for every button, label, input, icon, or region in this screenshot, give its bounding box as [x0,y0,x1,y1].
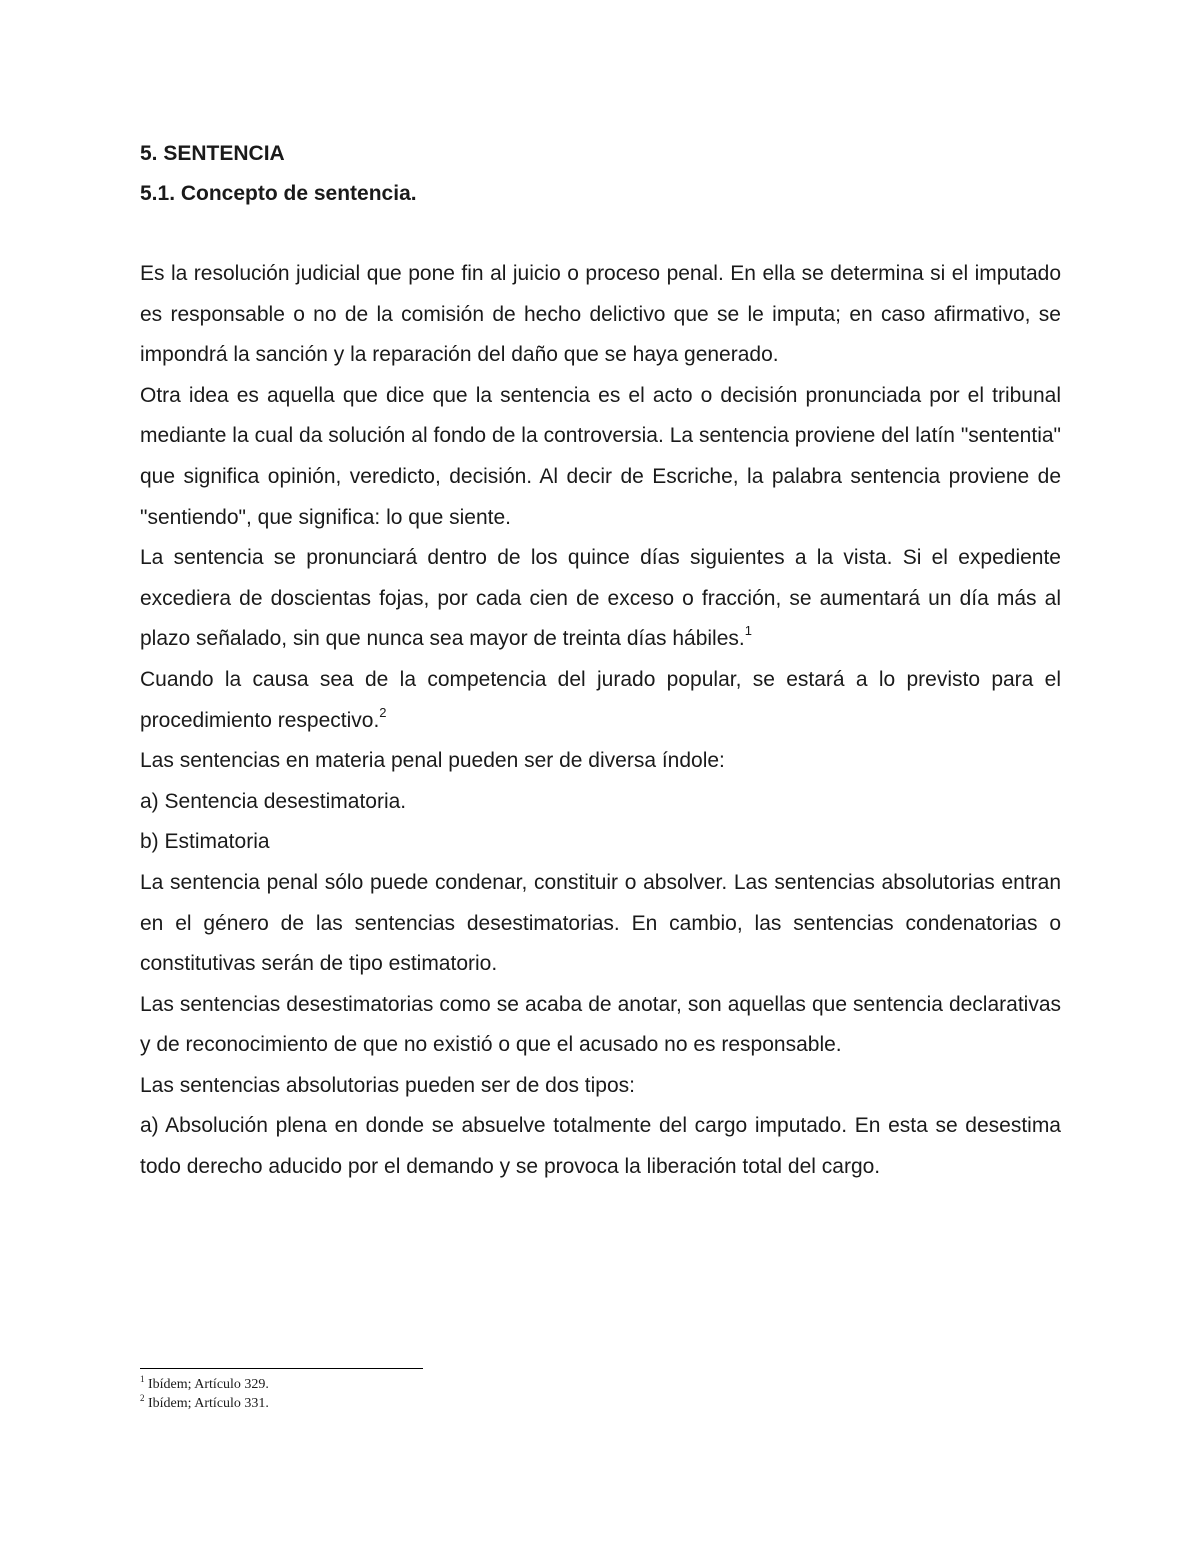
paragraph: Otra idea es aquella que dice que la sentencia es el acto o decisión pronunciada por el tribunal mediante la cual da solución al fondo de la controversia. La sentencia proviene del latín "sententia" que significa opinión, veredicto, decisión. Al decir de Escriche, la palabra sentencia proviene de "sentiendo", que significa: lo que siente. [140,383,1061,529]
footnote-ref: 1 [744,623,752,639]
footnote: $^2$ Ibídem; Artículo 331. [140,1393,269,1411]
footnote-ref: 2 [379,704,387,720]
subsection-heading: 5.1. Concepto de sentencia. [140,182,417,205]
paragraph: Las sentencias desestimatorias como se acaba de anotar, son aquellas que sentencia declarativas y de reconocimiento de que no existió o que el acusado no es responsable. [140,992,1061,1057]
list-item: a) Sentencia desestimatoria. [140,789,407,813]
footnote: $^1$ Ibídem; Artículo 329. [140,1374,269,1392]
footnote-separator [140,1368,423,1369]
section-heading: 5. SENTENCIA [140,142,285,165]
footnotes [140,1368,540,1413]
paragraph: Las sentencias absolutorias pueden ser de dos tipos: [140,1073,635,1097]
paragraph: Cuando la causa sea de la competencia del jurado popular, se estará a lo previsto para el procedimiento respectivo.$^2$ [140,667,1061,732]
document-page [140,134,1061,1188]
paragraph: La sentencia se pronunciará dentro de los quince días siguientes a la vista. Si el expediente excediera de doscientas fojas, por cada cien de exceso o fracción, se aumentará un día más al plazo señalado, sin que nunca sea mayor de treinta días hábiles.$^1$ [140,546,1061,651]
list-item: b) Estimatoria [140,830,270,854]
body-text [140,254,1061,1188]
paragraph: Es la resolución judicial que pone fin al juicio o proceso penal. En ella se determina si el imputado es responsable o no de la comisión de hecho delictivo que se le imputa; en caso afirmativo, se impondrá la sanción y la reparación del daño que se haya generado. [140,262,1061,367]
paragraph: La sentencia penal sólo puede condenar, constituir o absolver. Las sentencias absolutorias entran en el género de las sentencias desestimatorias. En cambio, las sentencias condenatorias o constitutivas serán de tipo estimatorio. [140,870,1061,976]
paragraph: Las sentencias en materia penal pueden ser de diversa índole: [140,749,725,773]
list-item: a) Absolución plena en donde se absuelve totalmente del cargo imputado. En esta se desestima todo derecho aducido por el demando y se provoca la liberación total del cargo. [140,1114,1061,1179]
